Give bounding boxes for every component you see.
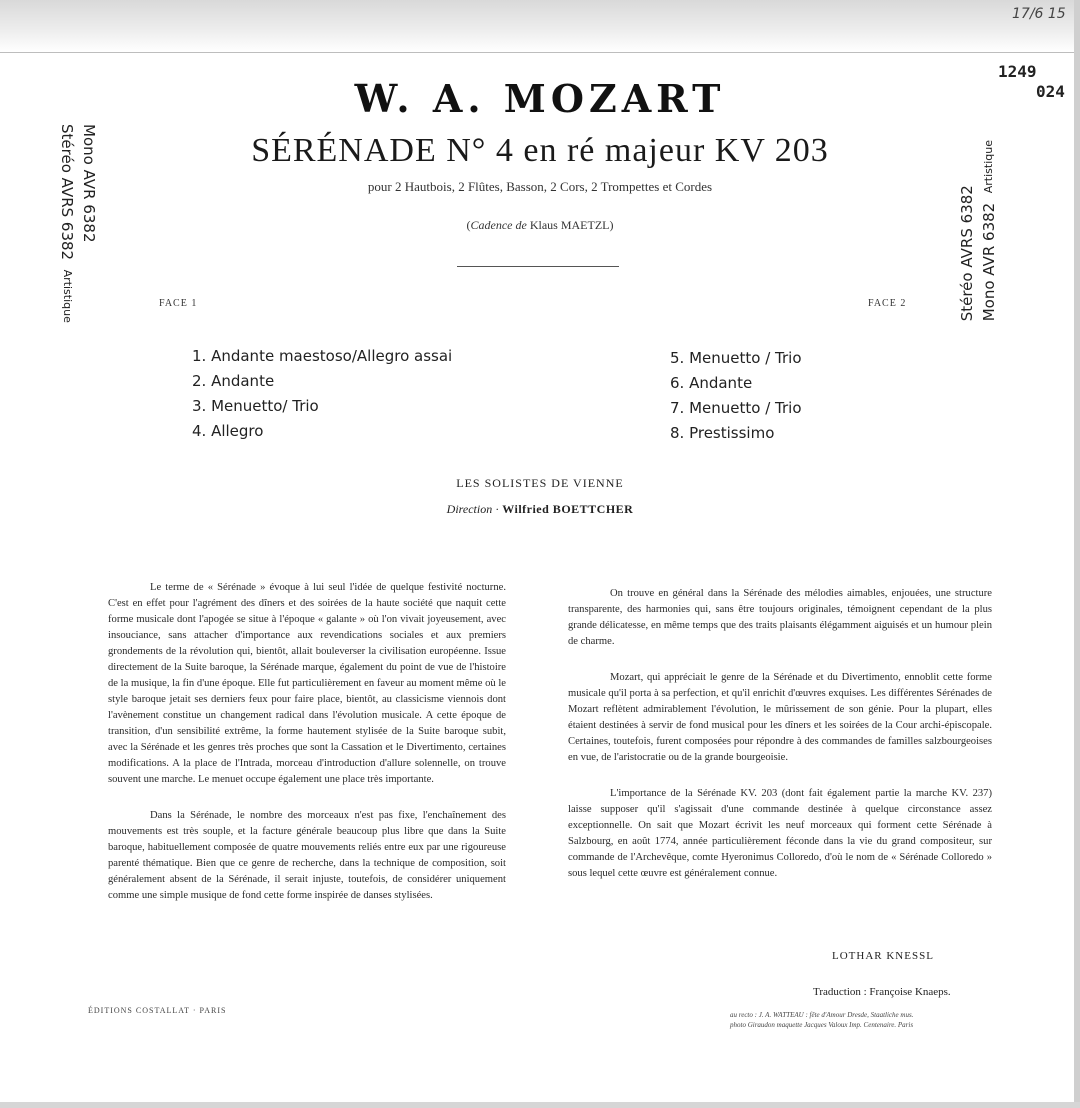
direction-separator: ·	[492, 502, 503, 516]
cadence-name: Klaus MAETZL)	[526, 218, 614, 232]
spine-label: Artistique	[61, 269, 74, 323]
face-2-label: FACE 2	[868, 298, 907, 309]
liner-paragraph: L'importance de la Sérénade KV. 203 (dont fait également partie la marche KV. 237) laisse supposer qu'il s'agissait d'une commande destinée à quelque circonstance assez exceptionnelle. On sait que Mozart écrivit les neuf morceaux qui forment cette Sérénade à Salzbourg, en août 1774, année particulièrement féconde dans la vie du grand compositeur, sur commande de l'Archevêque, comte Hyeronimus Colloredo, d'où le nom de « Sérénade Colloredo » sous lequel cette œuvre est généralement connue.	[568, 788, 992, 879]
liner-notes-left-column	[108, 580, 506, 924]
track-item: 5. Menuetto / Trio	[670, 349, 802, 367]
cadence-prefix: (	[466, 218, 471, 232]
face-1-tracklist	[192, 344, 452, 444]
conductor-credit	[0, 502, 1080, 517]
liner-paragraph: Le terme de « Sérénade » évoque à lui seul l'idée de quelque festivité nocturne. C'est en effet pour l'agrément des dîners et des soirées de la haute société que naquit cette forme musicale dont l'apogée se situe à l'époque « galante » où l'on vivait joyeusement, avec insouciance, sans attacher d'importance aux revendications sociales et aux premiers grondements de la révolution qui, bientôt, allait bouleverser la civilisation européenne. Issue directement de la Suite baroque, la Sérénade marque, également du point de vue de l'histoire de la musique, la fin d'une époque. Elle fut particulièrement en faveur au moment même où le style baroque jetait ses derniers feux pour faire place, bientôt, au classicisme viennois dont l'avènement constitue un changement radical dans l'évolution musicale. A cette époque de transition, d'un sensibilité extrême, la forme hautement stylisée de la Suite baroque subit, avec la Sérénade et les genres très proches que sont la Cassation et le Divertimento, certaines modifications. A la place de l'Intrada, morceau d'introduction d'allure solennelle, on trouve souvent une marche. Le menuet occupe également une place très importante.	[108, 582, 506, 785]
composer-heading: W. A. MOZART	[354, 76, 726, 121]
track-item: 6. Andante	[670, 374, 753, 392]
notes-author: LOTHAR KNESSL	[832, 950, 934, 962]
liner-paragraph: Dans la Sérénade, le nombre des morceaux n'est pas fixe, l'enchaînement des mouvements est très souple, et la facture générale beaucoup plus libre que dans la Suite baroque, habituellement composée de quatre mouvements reliés entre eux par une rigoureuse parenté thématique. Bien que ce genre de recherche, dans la technique de composition, soit généralement absent de la Sérénade, il serait injuste, toutefois, de considérer uniquement comme une simple musique de fond cette forme inspirée de danses stylisées.	[108, 810, 506, 901]
liner-notes-right-column	[568, 586, 992, 902]
scan-bottom-edge	[0, 1102, 1080, 1108]
spine-mono: Mono AVR 6382 Artistique	[980, 140, 998, 322]
direction-label: Direction	[446, 502, 493, 516]
cadence-label: Cadence de	[470, 218, 527, 232]
spine-stereo: Stéréo AVRS 6382 Artistique	[58, 124, 76, 323]
translation-credit: Traduction : Françoise Knaeps.	[813, 986, 951, 998]
spine-mono: Mono AVR 6382	[80, 124, 98, 243]
catalog-number-line: 024	[1036, 82, 1065, 101]
scan-top-edge	[0, 0, 1080, 53]
conductor-name: Wilfried BOETTCHER	[502, 502, 634, 516]
face-1-label: FACE 1	[159, 298, 198, 309]
liner-paragraph: Mozart, qui appréciait le genre de la Sérénade et du Divertimento, ennoblit cette forme musicale qu'il porta à sa perfection, et qu'il enrichit d'œuvres exquises. Les différentes Sérénades de Mozart reflètent admirablement l'évolution, le mûrissement de son génie. Pour la plupart, elles étaient destinées à servir de fond musical pour les dîners et les soirées de la Cour archi-épiscopale. Certaines, toutefois, furent composées pour répondre à des commandes de familles salzbourgeoises en vue, de l'aristocratie ou de la grande bourgeoisie.	[568, 672, 992, 763]
credit-line: au recto : J. A. WATTEAU : fête d'Amour Dresde, Staatliche mus.	[730, 1011, 914, 1019]
spine-text-left	[56, 124, 100, 323]
divider-rule	[457, 266, 619, 267]
instrumentation: pour 2 Hautbois, 2 Flûtes, Basson, 2 Cors, 2 Trompettes et Cordes	[367, 179, 713, 194]
publisher-credit: ÉDITIONS COSTALLAT · PARIS	[88, 1006, 227, 1015]
ensemble-name: LES SOLISTES DE VIENNE	[456, 476, 624, 490]
track-item: 1. Andante maestoso/Allegro assai	[192, 347, 453, 365]
track-item: 8. Prestissimo	[670, 424, 775, 442]
face-2-tracklist	[670, 346, 802, 446]
production-credits	[730, 1010, 1000, 1030]
spine-stereo: Stéréo AVRS 6382	[958, 185, 976, 322]
track-item: 7. Menuetto / Trio	[670, 399, 802, 417]
cadence-credit	[0, 218, 1080, 233]
spine-text-right	[956, 140, 1000, 321]
catalog-number-line: 1249	[998, 62, 1037, 81]
work-title: SÉRÉNADE N° 4 en ré majeur KV 203	[251, 132, 829, 169]
track-item: 2. Andante	[192, 372, 275, 390]
track-item: 3. Menuetto/ Trio	[192, 397, 319, 415]
handwritten-note: 17/6 15	[1012, 6, 1066, 22]
track-item: 4. Allegro	[192, 422, 264, 440]
liner-paragraph: On trouve en général dans la Sérénade des mélodies aimables, enjouées, une structure transparente, des harmonies qui, sans être toujours originales, témoignent cependant de la plus grande délicatesse, en même temps que des traits plaisants élégamment aiguisés et un humour plein de charme.	[568, 588, 992, 647]
spine-label: Artistique	[982, 140, 995, 194]
credit-line: photo Giraudon maquette Jacques Valoux Imp. Centenaire. Paris	[730, 1021, 914, 1029]
